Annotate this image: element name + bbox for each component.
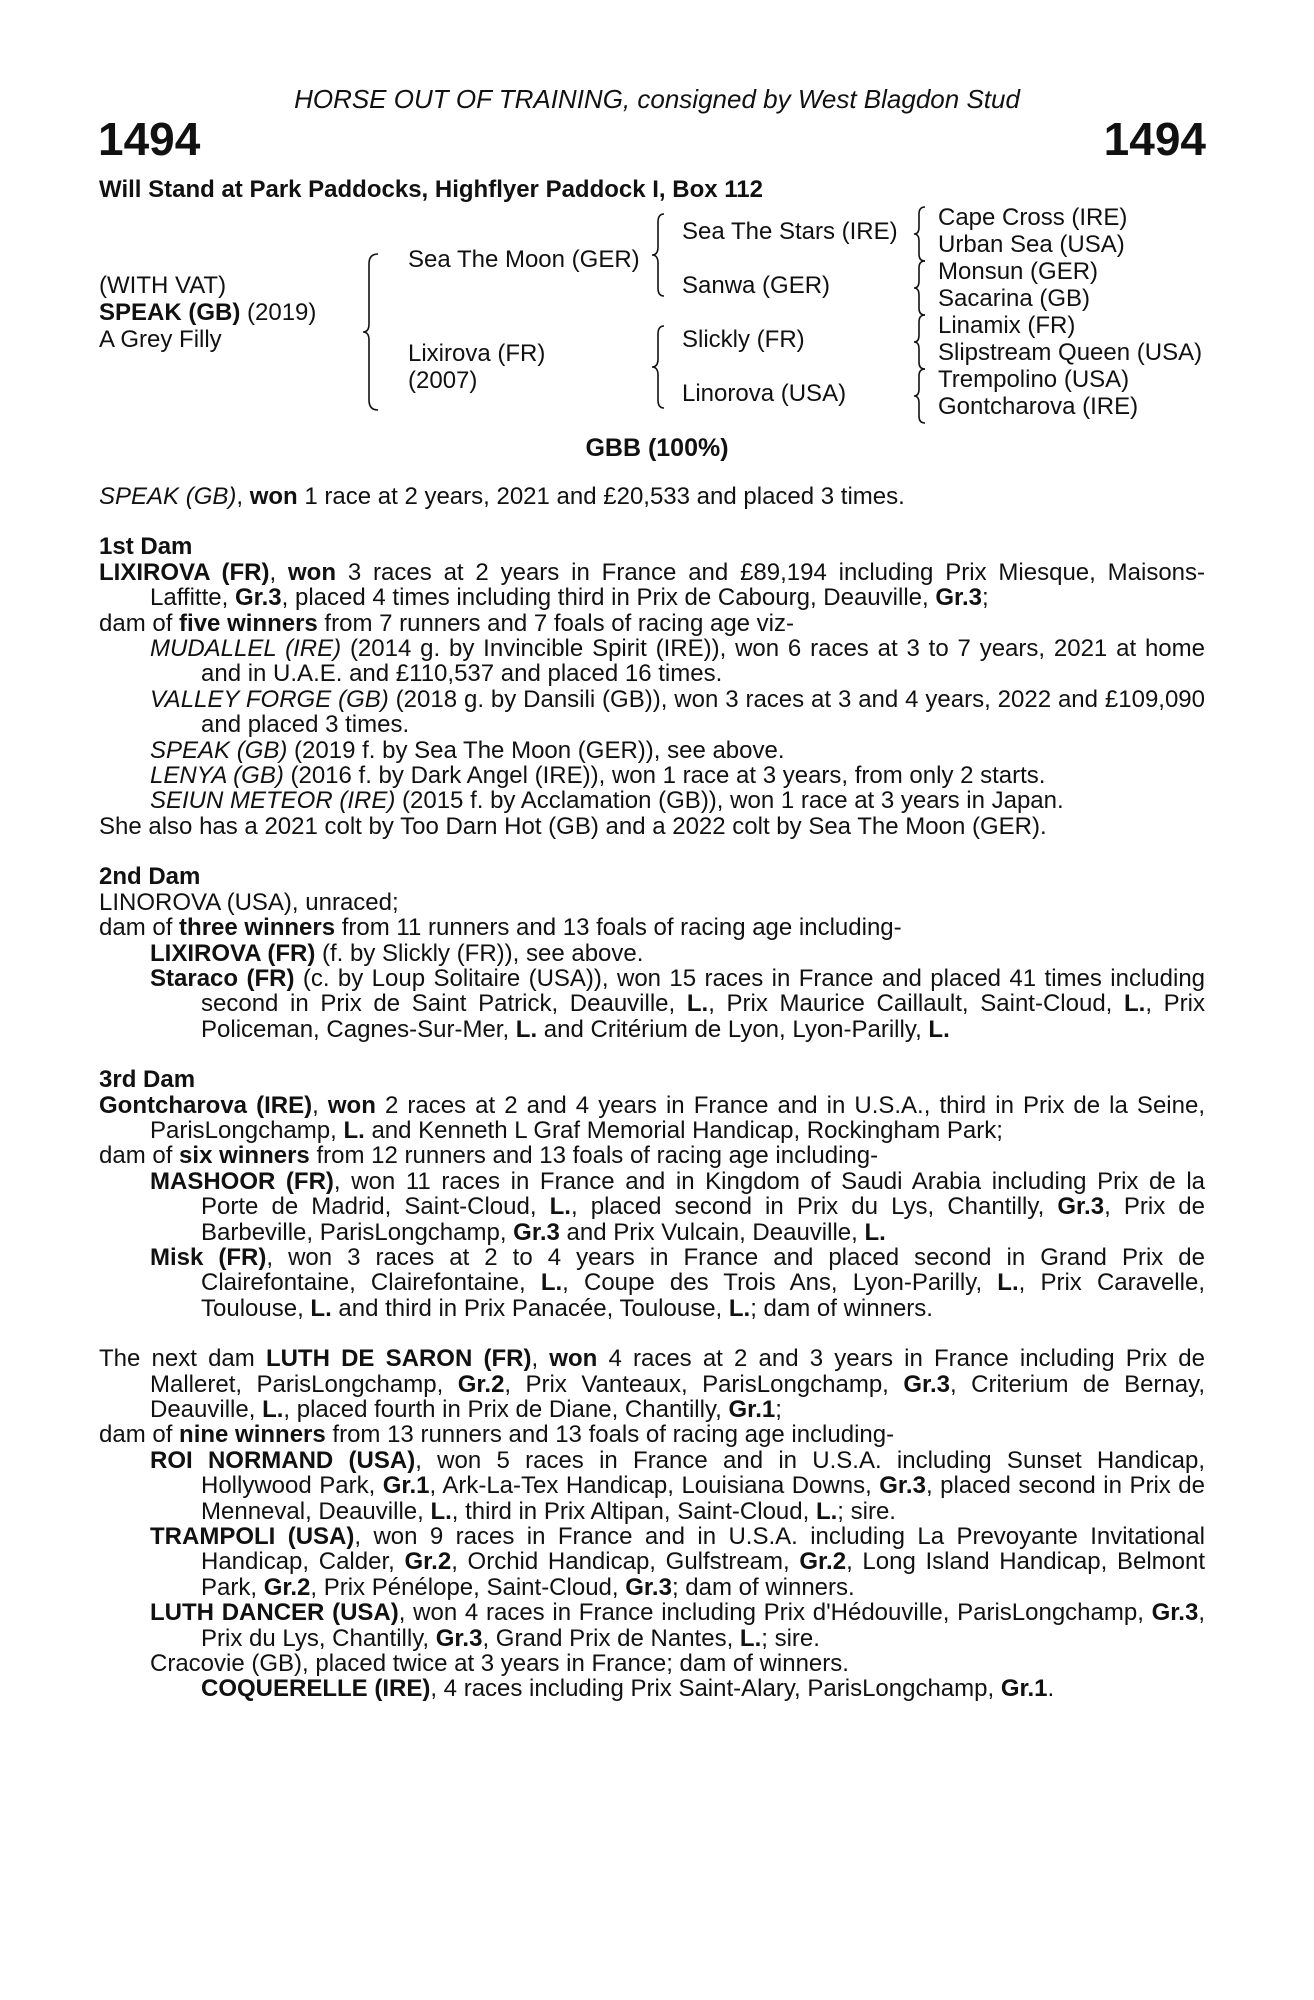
bold-text: Gr.1 [1000, 1675, 1048, 1703]
paragraph-gap [99, 509, 1205, 534]
bold-text: COQUERELLE (IRE) [201, 1675, 431, 1703]
paragraph [99, 1651, 1205, 1676]
text-run: dam of [99, 1142, 180, 1170]
bold-text: LIXIROVA (FR) [99, 558, 270, 586]
paragraph [99, 1245, 1205, 1321]
text-run: The next dam [99, 1345, 266, 1373]
paragraph [99, 915, 1205, 940]
paragraph [99, 1346, 1205, 1422]
lot-number-right: 1494 [1103, 113, 1206, 165]
bold-text: L. [728, 1294, 751, 1322]
bold-text: won [549, 1345, 598, 1373]
ped-ssd: Urban Sea (USA) [938, 231, 1125, 258]
ped-ss: Sea The Stars (IRE) [682, 218, 898, 245]
text-run: , Ark-La-Tex Handicap, Louisiana Downs, [429, 1472, 880, 1500]
paragraph [99, 1143, 1205, 1168]
text-run: , placed second in Prix du Lys, Chantilly, [570, 1193, 1058, 1221]
text-run: and Critérium de Lyon, Lyon-Parilly, [537, 1015, 929, 1043]
text-run: LINOROVA (USA), unraced; [99, 888, 399, 916]
bracket-ss [915, 207, 929, 261]
paragraph [99, 1093, 1205, 1144]
text-run: , Prix Vanteaux, ParisLongchamp, [504, 1370, 904, 1398]
text-run: and Kenneth L Graf Memorial Handicap, Rockingham Park; [364, 1116, 1003, 1144]
bold-text: Gr.3 [903, 1370, 951, 1398]
bold-text: Gr.1 [382, 1472, 430, 1500]
text-run: ; sire. [761, 1624, 820, 1652]
bold-text: Gr.2 [799, 1548, 847, 1576]
bold-text: L. [864, 1218, 886, 1246]
bracket-main [366, 254, 386, 410]
text-run: ; sire. [837, 1497, 896, 1525]
ped-sds: Monsun (GER) [938, 258, 1099, 285]
text-run: (2015 f. by Acclamation (GB)), won 1 race at 3 years in Japan. [395, 787, 1064, 815]
bracket-dam [654, 326, 670, 408]
bold-text: Misk (FR) [150, 1243, 267, 1271]
text-run: 2 races at 2 and 4 years in France and in U.S.A., third in Prix de la Seine, ParisLongchamp, [150, 1091, 1205, 1144]
text-run: , won 4 races in France including Prix d'Hédouville, ParisLongchamp, [398, 1599, 1152, 1627]
bold-text: three winners [179, 914, 336, 942]
text-run: and Prix Vulcain, Deauville, [559, 1218, 865, 1246]
bold-text: L. [815, 1497, 838, 1525]
bold-text: Gr.3 [513, 1218, 560, 1246]
bold-text: Gr.3 [879, 1472, 926, 1500]
text-run: Cracovie (GB), placed twice at 3 years in France; dam of winners. [150, 1650, 849, 1678]
ped-dss: Linamix (FR) [938, 312, 1076, 339]
paragraph [99, 1422, 1205, 1447]
bold-text: MASHOOR (FR) [150, 1167, 334, 1195]
bold-text: Gr.3 [234, 584, 282, 612]
ped-dsd: Slipstream Queen (USA) [938, 339, 1203, 366]
bold-text: five winners [179, 609, 318, 637]
bold-text: Gontcharova (IRE) [99, 1091, 313, 1119]
paragraph [99, 1169, 1205, 1245]
text-run: (c. by Loup Solitaire (USA)), won 15 races in France and placed 41 times including second in Prix de Saint Patrick, Deauville, [201, 964, 1206, 1018]
text-run: ; [982, 584, 989, 612]
text-run: , Long Island Handicap, Belmont Park, [201, 1548, 1206, 1601]
text-run: , [269, 558, 289, 586]
bold-text: L. [540, 1269, 563, 1297]
text-run: (2018 g. by Dansili (GB)), won 3 races at 3 and 4 years, 2022 and £109,090 and placed 3 times. [201, 685, 1206, 739]
text-run: , Grand Prix de Nantes, [482, 1624, 740, 1652]
bold-text: 3rd Dam [99, 1066, 196, 1094]
text-run: , won 11 races in France and in Kingdom of Saudi Arabia including Prix de la Porte de Madrid, Saint-Cloud, [201, 1167, 1205, 1221]
text-run: , 4 races including Prix Saint-Alary, ParisLongchamp, [430, 1675, 1001, 1703]
text-run: , placed fourth in Prix de Diane, Chantilly, [283, 1396, 729, 1423]
text-run: 3 races at 2 years in France and £89,194 including Prix Miesque, Maisons-Laffitte, [150, 558, 1205, 612]
text-run: , Prix Policeman, Cagnes-Sur-Mer, [201, 990, 1205, 1043]
bold-text: Gr.1 [728, 1396, 776, 1423]
bold-text: LUTH DE SARON (FR) [265, 1345, 532, 1373]
bold-text: won [327, 1091, 376, 1119]
bold-text: L. [1124, 990, 1146, 1018]
gbb-label: GBB (100%) [585, 434, 729, 462]
italic-text: LENYA (GB) [150, 762, 284, 790]
section-heading [99, 1067, 1205, 1092]
paragraph [99, 687, 1205, 738]
section-heading [99, 864, 1205, 889]
bold-text: TRAMPOLI (USA) [150, 1523, 355, 1551]
bold-text: L. [430, 1497, 452, 1525]
text-run: ; [775, 1396, 782, 1423]
bold-text: Gr.2 [404, 1548, 452, 1576]
paragraph [99, 636, 1205, 687]
paragraph-gap [99, 1321, 1205, 1346]
text-run: , [312, 1091, 328, 1119]
text-run: , [531, 1345, 550, 1373]
text-run: , third in Prix Altipan, Saint-Cloud, [451, 1497, 816, 1525]
text-run: She also has a 2021 colt by Too Darn Hot (GB) and a 2022 colt by Sea The Moon (GER). [99, 812, 1047, 840]
text-run: , won 9 races in France and in U.S.A. including La Prevoyante Invitational Handicap, Calder, [201, 1523, 1205, 1576]
bold-text: L. [343, 1116, 365, 1144]
bold-text: Gr.3 [435, 1624, 483, 1652]
text-run: from 7 runners and 7 foals of racing age viz- [317, 609, 795, 637]
text-run: , Prix du Lys, Chantilly, [201, 1599, 1205, 1652]
ped-dam: Lixirova (FR) [408, 340, 546, 367]
bold-text: L. [262, 1396, 284, 1423]
text-run: dam of [99, 914, 180, 942]
text-run: , won 5 races in France and in U.S.A. including Sunset Handicap, Hollywood Park, [201, 1446, 1205, 1500]
paragraph [99, 890, 1205, 915]
text-run: , placed 4 times including third in Prix de Cabourg, Deauville, [281, 584, 936, 612]
ped-sss: Cape Cross (IRE) [938, 204, 1128, 231]
bold-text: six winners [179, 1142, 310, 1170]
paragraph [99, 966, 1205, 1042]
bold-text: Gr.3 [1151, 1599, 1199, 1627]
text-run: ; dam of winners. [671, 1573, 855, 1601]
bold-text: L. [928, 1015, 950, 1043]
paragraph [99, 814, 1205, 839]
lot-number-left: 1494 [98, 113, 201, 165]
paragraph-gap [99, 1042, 1205, 1067]
ped-sire: Sea The Moon (GER) [408, 246, 640, 273]
catalogue-text [99, 484, 1205, 1702]
bold-text: L. [997, 1269, 1019, 1297]
vat-note: (WITH VAT) [99, 272, 227, 299]
ped-dd: Linorova (USA) [682, 380, 847, 407]
text-run: ; dam of winners. [750, 1294, 933, 1322]
text-run: 1 race at 2 years, 2021 and £20,533 and placed 3 times. [297, 483, 905, 510]
paragraph [99, 1676, 1205, 1701]
text-run: from 13 runners and 13 foals of racing age including- [325, 1421, 895, 1449]
bracket-sire [654, 214, 670, 296]
horse-name: SPEAK (GB) [99, 299, 241, 326]
horse-line [99, 299, 316, 326]
text-run: (2016 f. by Dark Angel (IRE)), won 1 race at 3 years, from only 2 starts. [283, 762, 1046, 790]
bold-text: 2nd Dam [99, 863, 201, 891]
text-run: , Prix Maurice Caillault, Saint-Cloud, [708, 990, 1124, 1018]
text-run: , Orchid Handicap, Gulfstream, [451, 1548, 800, 1576]
ped-dds: Trempolino (USA) [938, 366, 1130, 393]
text-run: 4 races at 2 and 3 years in France including Prix de Malleret, ParisLongchamp, [150, 1345, 1205, 1398]
text-run: and third in Prix Panacée, Toulouse, [331, 1294, 729, 1322]
paragraph [99, 763, 1205, 788]
consignment-header: HORSE OUT OF TRAINING, consigned by West Blagdon Stud [294, 84, 1020, 114]
paragraph [99, 941, 1205, 966]
ped-dam-year: (2007) [408, 367, 478, 394]
text-run: . [1047, 1675, 1055, 1703]
bold-text: LIXIROVA (FR) [150, 939, 316, 967]
bracket-ds [915, 315, 929, 369]
italic-text: MUDALLEL (IRE) [150, 635, 342, 663]
bold-text: LUTH DANCER (USA) [150, 1599, 399, 1627]
italic-text: SPEAK (GB) [99, 483, 237, 510]
paragraph [99, 611, 1205, 636]
text-run: , Prix Pénélope, Saint-Cloud, [310, 1573, 626, 1601]
text-run: , Prix Caravelle, Toulouse, [201, 1269, 1205, 1322]
bold-text: won [288, 558, 337, 586]
text-run: , Criterium de Bernay, Deauville, [150, 1370, 1206, 1423]
ped-ds: Slickly (FR) [682, 326, 805, 353]
text-run: (2019 f. by Sea The Moon (GER)), see above. [287, 736, 785, 764]
bracket-dd [915, 369, 929, 423]
paragraph [99, 484, 1205, 509]
ped-sd: Sanwa (GER) [682, 272, 831, 299]
bold-text: ROI NORMAND (USA) [150, 1446, 416, 1474]
ped-sdd: Sacarina (GB) [938, 285, 1091, 312]
text-run: (2014 g. by Invincible Spirit (IRE)), won 6 races at 3 to 7 years, 2021 at home and in U.A.E. and £110,537 and placed 16 times. [201, 635, 1205, 688]
bold-text: Staraco (FR) [150, 964, 295, 992]
text-run: (f. by Slickly (FR)), see above. [315, 939, 644, 967]
bold-text: L. [515, 1015, 538, 1043]
paragraph-gap [99, 839, 1205, 864]
ped-ddd: Gontcharova (IRE) [938, 393, 1139, 420]
bold-text: won [249, 483, 298, 510]
bold-text: Gr.3 [1057, 1193, 1105, 1221]
text-run: from 11 runners and 13 foals of racing age including- [335, 914, 902, 942]
bracket-sd [915, 261, 929, 315]
paragraph [99, 560, 1205, 611]
bold-text: L. [739, 1624, 762, 1652]
bold-text: nine winners [179, 1421, 326, 1449]
paragraph [99, 738, 1205, 763]
section-heading [99, 534, 1205, 559]
bold-text: Gr.2 [457, 1370, 505, 1398]
paragraph [99, 1448, 1205, 1524]
bold-text: Gr.2 [263, 1573, 311, 1601]
text-run: dam of [99, 609, 180, 637]
bold-text: 1st Dam [99, 533, 193, 561]
text-run: , Coupe des Trois Ans, Lyon-Parilly, [562, 1269, 998, 1297]
paragraph [99, 1600, 1205, 1651]
bold-text: Gr.3 [935, 584, 983, 612]
italic-text: SEIUN METEOR (IRE) [150, 787, 396, 815]
bold-text: Gr.3 [625, 1573, 672, 1601]
bold-text: L. [549, 1193, 571, 1221]
horse-year: (2019) [247, 299, 317, 326]
italic-text: VALLEY FORGE (GB) [150, 685, 389, 713]
text-run: , [236, 483, 250, 510]
horse-description: A Grey Filly [99, 326, 222, 353]
bold-text: L. [686, 990, 709, 1018]
stand-location: Will Stand at Park Paddocks, Highflyer Paddock I, Box 112 [99, 176, 763, 203]
bold-text: L. [310, 1294, 332, 1322]
text-run: , Prix de Barbeville, ParisLongchamp, [201, 1193, 1205, 1246]
paragraph [99, 788, 1205, 813]
text-run: , won 3 races at 2 to 4 years in France and placed second in Grand Prix de Clairefontaine, Clairefontaine, [201, 1243, 1205, 1297]
text-run: dam of [99, 1421, 180, 1449]
text-run: , placed second in Prix de Menneval, Deauville, [201, 1472, 1205, 1525]
italic-text: SPEAK (GB) [150, 736, 288, 764]
paragraph [99, 1524, 1205, 1600]
text-run: from 12 runners and 13 foals of racing age including- [309, 1142, 879, 1170]
